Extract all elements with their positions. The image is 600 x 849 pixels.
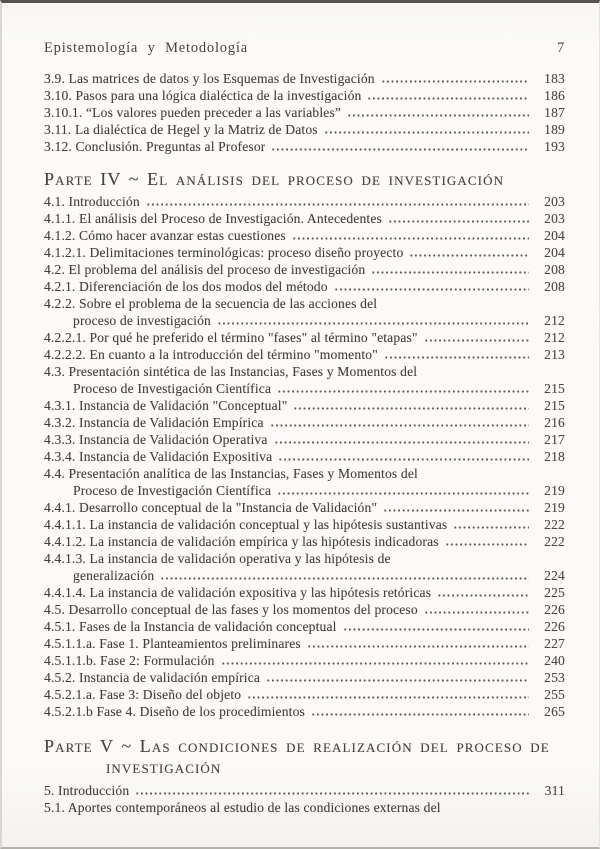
entry-text: 4.4.1.3. La instancia de validación operativa y las hipótesis de [44,551,391,566]
entry-text: 4.2.1. Diferenciación de los dos modos del método [44,279,328,294]
toc-entry-continuation [44,312,565,329]
toc-entry [44,121,565,138]
entry-text: 5.1. Aportes contemporáneos al estudio de las condiciones externas del [44,800,441,815]
entry-text: 3.10. Pasos para una lógica dialéctica de la investigación [44,88,362,103]
toc-entry [44,278,565,295]
toc-entry [44,431,565,448]
entry-page-number: 208 [544,279,565,294]
entry-text: 4.3.4. Instancia de Validación Expositiva [44,449,273,464]
entry-text: 3.10.1. “Los valores pueden preceder a las variables” [44,105,342,120]
dot-leader [383,499,529,516]
dot-leader [384,346,529,363]
toc-entry [44,533,565,550]
toc-entry [44,601,565,618]
toc-entry [44,70,565,87]
entry-text: 4.3.1. Instancia de Validación "Conceptual" [44,398,288,413]
entry-text: 4.4.1.1. La instancia de validación conceptual y las hipótesis sustantivas [44,517,448,532]
entry-page-number: 183 [544,71,565,86]
entry-text: 3.9. Las matrices de datos y los Esquemas de Investigación [44,71,375,86]
dot-leader [334,278,529,295]
entry-text: 4.4. Presentación analítica de las Instancias, Fases y Momentos del [44,466,418,481]
entry-page-number: 217 [544,432,565,447]
dot-leader [146,193,529,210]
entry-text: 4.3.3. Instancia de Validación Operativa [44,432,268,447]
toc-entry [44,652,565,669]
entry-page-number: 212 [544,313,565,328]
toc-entry [44,703,565,720]
dot-leader [270,414,529,431]
toc-entry [44,346,565,363]
dot-leader [445,533,529,550]
entry-text: Proceso de Investigación Científica [73,483,272,498]
entry-text: Proceso de Investigación Científica [73,381,272,396]
dot-leader [221,652,529,669]
entry-page-number: 215 [544,381,565,396]
entry-page-number: 224 [544,568,565,583]
entry-text: 4.1.2.1. Delimitaciones terminológicas: proceso diseño proyecto [44,245,404,260]
entry-text: 4.4.1.2. La instancia de validación empírica y las hipótesis indicadoras [44,534,439,549]
dot-leader [371,261,529,278]
page-header [44,39,565,57]
part-heading [44,736,565,757]
entry-page-number: 265 [544,704,565,719]
dot-leader [311,703,529,720]
entry-page-number: 222 [544,534,565,549]
toc-entry [44,465,565,482]
entry-page-number: 226 [544,619,565,634]
running-title: Epistemología y Metodología [44,40,248,56]
entry-page-number: 311 [544,783,565,798]
entry-text: 4.5.1.1.b. Fase 2: Formulación [44,653,215,668]
part-heading [44,757,565,778]
page-number: 7 [556,40,565,56]
dot-leader [453,516,529,533]
entry-page-number: 186 [544,88,565,103]
entry-text: 3.11. La dialéctica de Hegel y la Matriz de Datos [44,122,318,137]
entry-page-number: 208 [544,262,565,277]
toc-entry [44,193,565,210]
toc-entry [44,363,565,380]
dot-leader [292,227,529,244]
entry-page-number: 203 [544,211,565,226]
entry-page-number: 227 [544,636,565,651]
dot-leader [388,210,529,227]
toc-entry [44,261,565,278]
toc-entry-continuation [44,567,565,584]
part-heading-text: Parte IV ~ El análisis del proceso de investigación [44,169,505,189]
toc-entry [44,104,565,121]
entry-text: 4.5.1. Fases de la Instancia de validación conceptual [44,619,337,634]
entry-page-number: 219 [544,500,565,515]
table-of-contents [44,70,565,816]
entry-page-number: 219 [544,483,565,498]
entry-page-number: 215 [544,398,565,413]
entry-text: 4.5.1.1.a. Fase 1. Planteamientos preliminares [44,636,301,651]
entry-text: 4.5.2. Instancia de validación empírica [44,670,261,685]
entry-text: 4.5.2.1.b Fase 4. Diseño de los procedimientos [44,704,305,719]
entry-page-number: 212 [544,330,565,345]
entry-page-number: 187 [544,105,565,120]
entry-text: 4.5. Desarrollo conceptual de las fases y los momentos del proceso [44,602,418,617]
entry-text: 5. Introducción [44,783,130,798]
entry-text: 4.3.2. Instancia de Validación Empírica [44,415,264,430]
dot-leader [409,244,529,261]
dot-leader [271,138,529,155]
dot-leader [343,618,529,635]
dot-leader [277,380,529,397]
dot-leader [367,87,529,104]
toc-entry [44,799,565,816]
toc-entry [44,448,565,465]
toc-entry [44,669,565,686]
entry-text: proceso de investigación [73,313,211,328]
part-heading-text: Parte V ~ Las condiciones de realización del proceso de [44,736,550,756]
part-heading-text: investigación [106,757,222,777]
toc-entry [44,499,565,516]
entry-page-number: 204 [544,245,565,260]
dot-leader [274,431,529,448]
toc-entry [44,550,565,567]
toc-entry [44,618,565,635]
entry-page-number: 213 [544,347,565,362]
toc-entry-continuation [44,482,565,499]
entry-page-number: 222 [544,517,565,532]
dot-leader [347,104,529,121]
toc-entry [44,295,565,312]
toc-entry [44,329,565,346]
toc-entry [44,584,565,601]
entry-page-number: 216 [544,415,565,430]
toc-entry [44,635,565,652]
dot-leader [424,329,529,346]
entry-text: 4.2.2.2. En cuanto a la introducción del término "momento" [44,347,378,362]
entry-text: 4.1. Introducción [44,194,140,209]
entry-page-number: 193 [544,139,565,154]
toc-entry [44,782,565,799]
dot-leader [135,782,529,799]
entry-page-number: 225 [544,585,565,600]
toc-entry [44,210,565,227]
part-heading [44,169,565,190]
entry-text: 4.2.2.1. Por qué he preferido el término "fases" al término "etapas" [44,330,418,345]
entry-page-number: 226 [544,602,565,617]
toc-entry [44,138,565,155]
toc-entry [44,516,565,533]
dot-leader [277,482,529,499]
entry-page-number: 204 [544,228,565,243]
entry-text: 4.1.1. El análisis del Proceso de Investigación. Antecedentes [44,211,382,226]
dot-leader [278,448,529,465]
dot-leader [437,584,529,601]
dot-leader [293,397,529,414]
toc-entry [44,686,565,703]
dot-leader [247,686,529,703]
entry-text: 4.3. Presentación sintética de las Instancias, Fases y Momentos del [44,364,418,379]
dot-leader [266,669,529,686]
toc-entry [44,414,565,431]
dot-leader [160,567,529,584]
entry-text: 4.5.2.1.a. Fase 3: Diseño del objeto [44,687,242,702]
entry-text: 4.2.2. Sobre el problema de la secuencia de las acciones del [44,296,378,311]
entry-text: 4.4.1. Desarrollo conceptual de la "Instancia de Validación" [44,500,378,515]
dot-leader [217,312,529,329]
entry-text: 3.12. Conclusión. Preguntas al Profesor [44,139,266,154]
entry-page-number: 203 [544,194,565,209]
toc-entry [44,87,565,104]
dot-leader [307,635,529,652]
toc-entry [44,397,565,414]
entry-text: generalización [73,568,155,583]
entry-page-number: 240 [544,653,565,668]
entry-page-number: 189 [544,122,565,137]
dot-leader [381,70,529,87]
entry-page-number: 218 [544,449,565,464]
entry-text: 4.4.1.4. La instancia de validación expositiva y las hipótesis retóricas [44,585,432,600]
entry-text: 4.1.2. Cómo hacer avanzar estas cuestiones [44,228,286,243]
entry-page-number: 255 [544,687,565,702]
toc-entry [44,244,565,261]
dot-leader [324,121,529,138]
entry-text: 4.2. El problema del análisis del proceso de investigación [44,262,366,277]
entry-page-number: 253 [544,670,565,685]
dot-leader [424,601,529,618]
toc-entry [44,227,565,244]
toc-entry-continuation [44,380,565,397]
